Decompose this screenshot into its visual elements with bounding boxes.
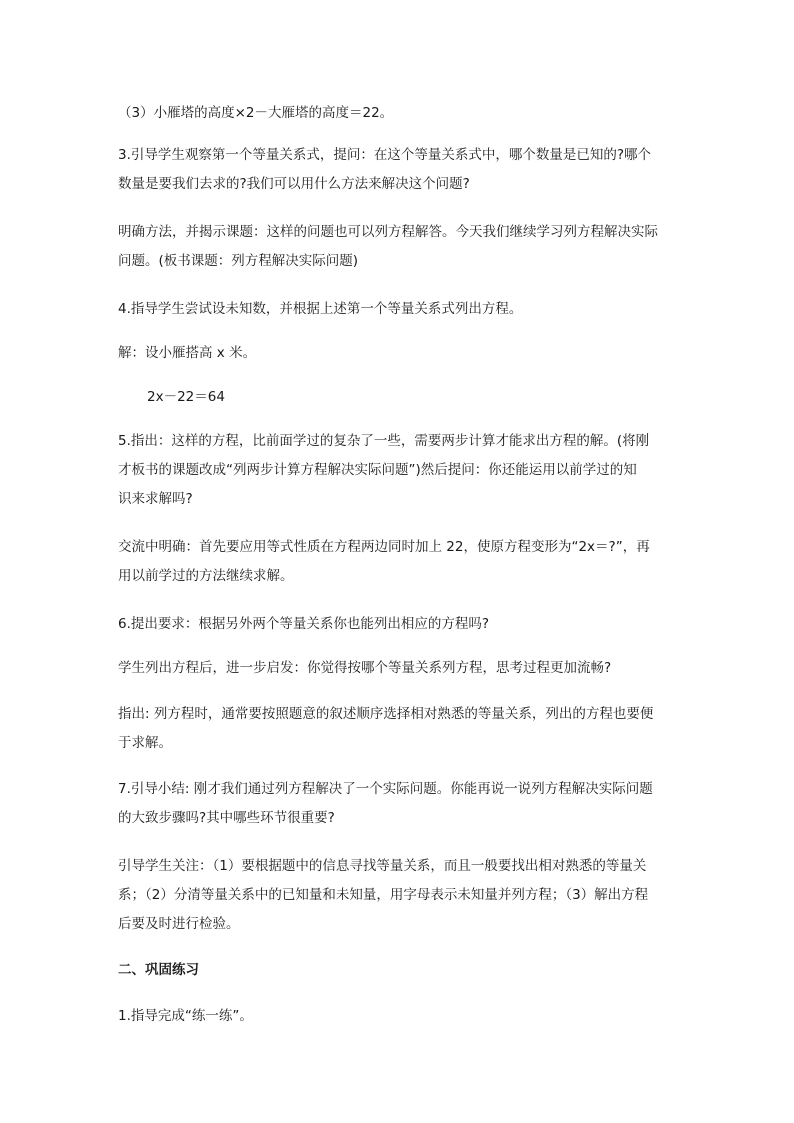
- paragraph-step-4: [118, 295, 678, 324]
- paragraph-practice-1: [118, 1002, 678, 1031]
- text-line: 才板书的课题改成“列两步计算方程解决实际问题”)然后提问：你还能运用以前学过的知: [118, 462, 637, 478]
- paragraph-inspire: [118, 654, 678, 683]
- section-heading-practice: [118, 956, 678, 985]
- heading-line: 二、巩固练习: [118, 962, 199, 978]
- text-line: （3）小雁塔的高度×2－大雁塔的高度＝22。: [118, 105, 394, 121]
- paragraph-clarify-method: [118, 218, 678, 276]
- text-line: 引导学生关注：（1）要根据题中的信息寻找等量关系，而且一般要找出相对熟悉的等量关: [118, 858, 647, 874]
- text-line: 明确方法，并揭示课题：这样的问题也可以列方程解答。今天我们继续学习列方程解决实际: [118, 224, 658, 240]
- text-line: 识来求解吗?: [118, 491, 193, 507]
- paragraph-equation: [147, 383, 707, 412]
- paragraph-equation-3: [118, 99, 678, 128]
- equation-line: 2x－22＝64: [147, 389, 225, 405]
- text-line: 的大致步骤吗?其中哪些环节很重要?: [118, 810, 335, 826]
- text-line: 系；（2）分清等量关系中的已知量和未知量，用字母表示未知量并列方程；（3）解出方程: [118, 887, 649, 903]
- text-line: 指出: 列方程时，通常要按照题意的叙述顺序选择相对熟悉的等量关系，列出的方程也要便: [118, 706, 654, 722]
- text-line: 交流中明确：首先要应用等式性质在方程两边同时加上 22，使原方程变形为“2x＝?”，再: [118, 539, 650, 555]
- paragraph-step-6: [118, 610, 678, 639]
- paragraph-solution: [118, 339, 678, 368]
- text-line: 用以前学过的方法继续求解。: [118, 568, 294, 584]
- paragraph-step-5: [118, 427, 678, 514]
- text-line: 问题。(板书课题：列方程解决实际问题): [118, 253, 359, 269]
- text-line: 数量是要我们去求的?我们可以用什么方法来解决这个问题?: [118, 176, 470, 192]
- text-line: 7.引导小结: 刚才我们通过列方程解决了一个实际问题。你能再说一说列方程解决实际问题: [118, 781, 653, 797]
- text-line: 4.指导学生尝试设未知数，并根据上述第一个等量关系式列出方程。: [118, 301, 523, 317]
- text-line: 3.引导学生观察第一个等量关系式，提问：在这个等量关系式中，哪个数量是已知的?哪个: [118, 147, 652, 163]
- paragraph-step-3: [118, 141, 678, 199]
- text-line: 后要及时进行检验。: [118, 916, 240, 932]
- paragraph-step-7: [118, 775, 678, 833]
- text-line: 6.提出要求：根据另外两个等量关系你也能列出相应的方程吗?: [118, 616, 490, 632]
- text-line: 学生列出方程后，进一步启发：你觉得按哪个等量关系列方程，思考过程更加流畅?: [118, 660, 612, 676]
- paragraph-point-out: [118, 700, 678, 758]
- paragraph-focus: [118, 852, 678, 939]
- paragraph-discussion: [118, 533, 678, 591]
- text-line: 于求解。: [118, 735, 172, 751]
- text-line: 1.指导完成“练一练”。: [118, 1008, 253, 1024]
- text-line: 5.指出：这样的方程，比前面学过的复杂了一些，需要两步计算才能求出方程的解。(将刚: [118, 433, 650, 449]
- text-line: 解：设小雁搭高 x 米。: [118, 345, 257, 361]
